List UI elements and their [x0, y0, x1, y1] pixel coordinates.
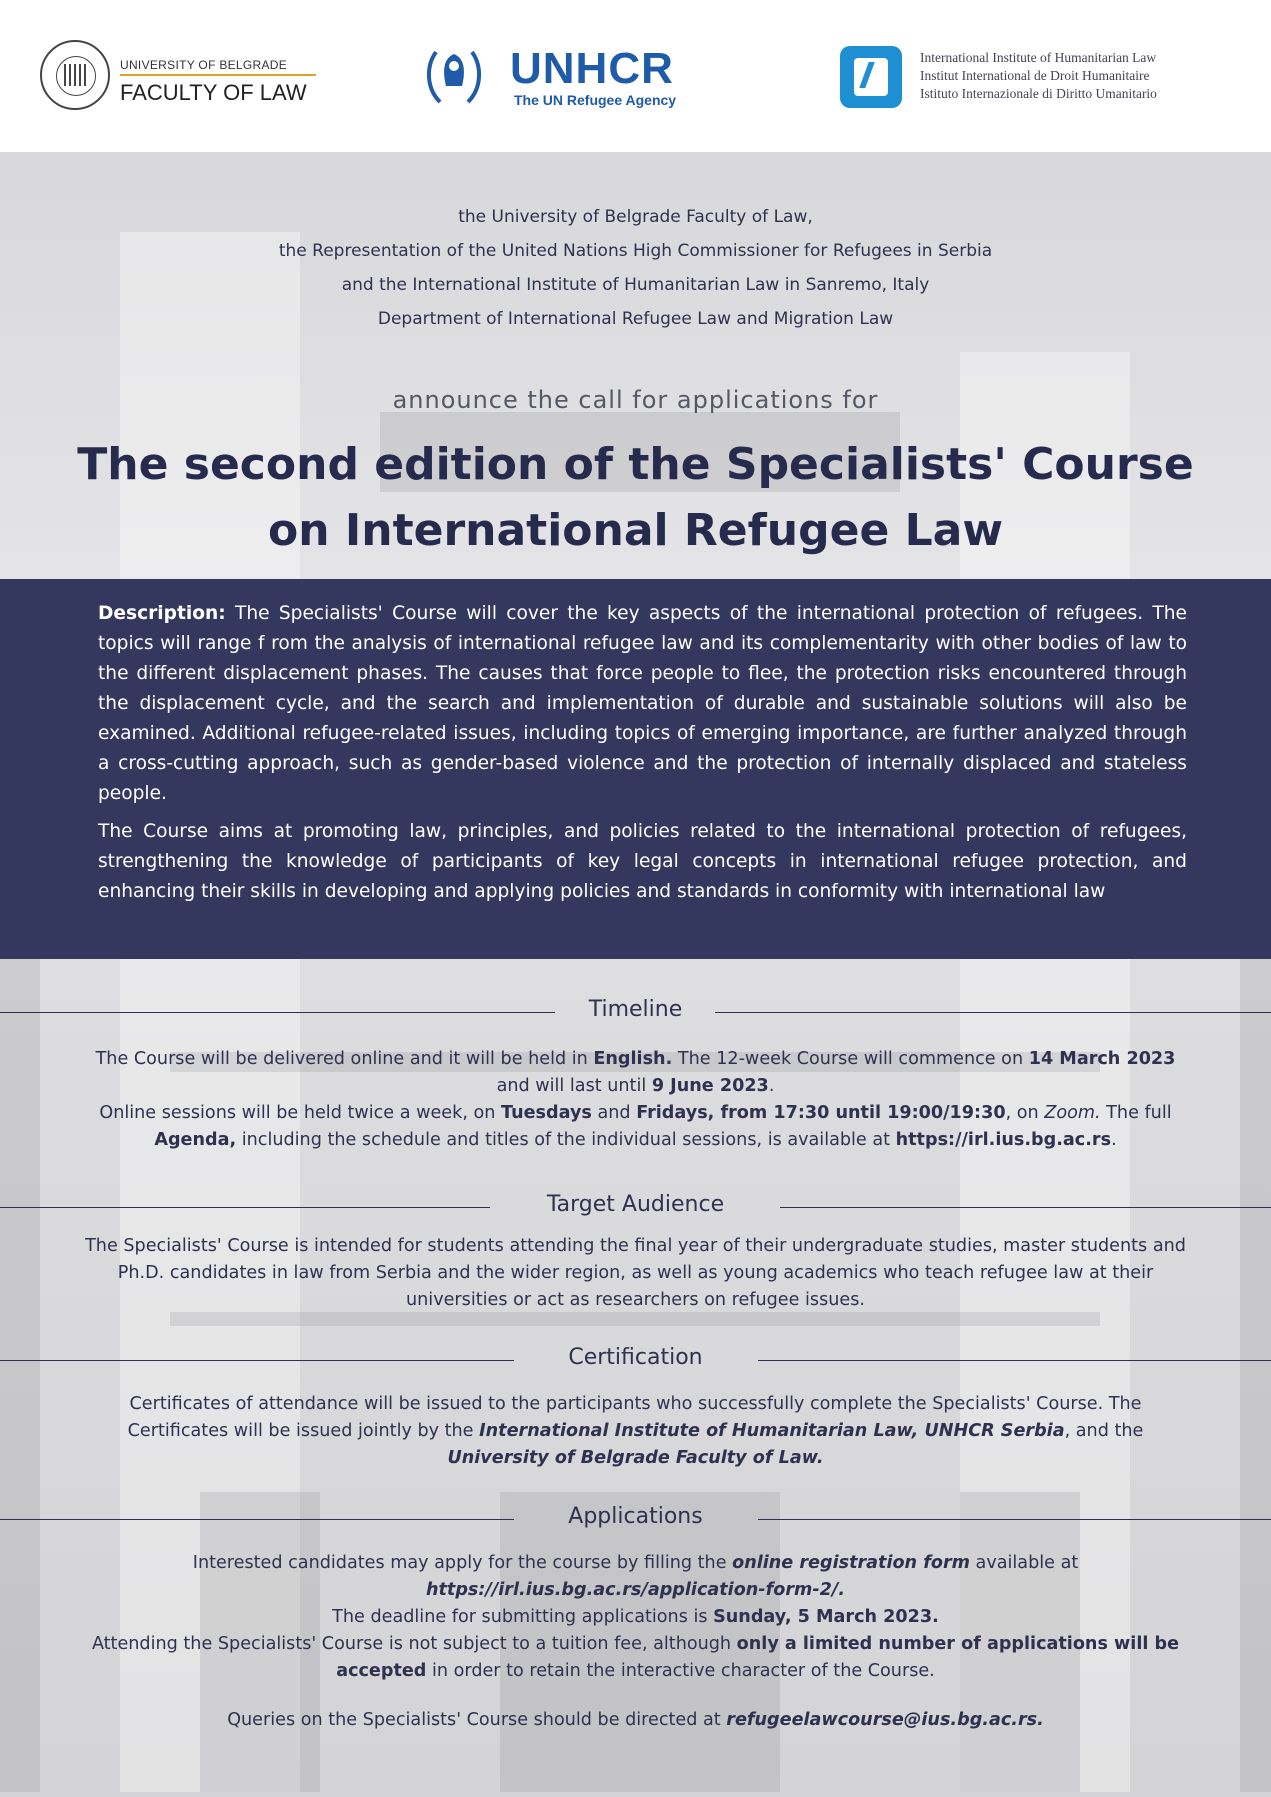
contact-email-link[interactable]: refugeelawcourse@ius.bg.ac.rs.: [726, 1710, 1044, 1730]
header: [0, 0, 1271, 152]
registration-form-link[interactable]: online registration form: [732, 1553, 970, 1573]
timeline-paragraph-2: Online sessions will be held twice a week, on Tuesdays and Fridays, from 17:30 until 19:00/19:30, on Zoom. The full Agenda, including the schedule and titles of the individual sessions, is available at https://irl.ius.bg.ac.rs.: [99, 1103, 1172, 1150]
certification-body: [80, 1391, 1191, 1472]
applications-paragraph-4: Queries on the Specialists' Course should be directed at refugeelawcourse@ius.bg.ac.rs.: [227, 1710, 1044, 1730]
audience-heading: [0, 1192, 1271, 1222]
unhcr-logo: [424, 44, 704, 114]
applications-heading: [0, 1504, 1271, 1534]
timeline-paragraph-1: The Course will be delivered online and it will be held in English. The 12-week Course will commence on 14 March 2023 and will last until 9 June 2023.: [95, 1049, 1176, 1096]
university-seal-icon: [40, 40, 110, 110]
audience-paragraph: The Specialists' Course is intended for students attending the final year of their undergraduate studies, master students and Ph.D. candidates in law from Serbia and the wider region, as well as young academics who teach refugee law at their universities or act as researchers on refugee issues.: [85, 1236, 1186, 1310]
fol-divider: [120, 74, 316, 76]
agenda-link[interactable]: https://irl.ius.bg.ac.rs: [895, 1130, 1112, 1150]
organizer-line: the University of Belgrade Faculty of Law,: [458, 207, 813, 227]
page-title: [0, 432, 1271, 564]
timeline-body: [80, 1046, 1191, 1154]
iihl-name-it: Istituto Internazionale di Diritto Umanitario: [920, 86, 1157, 101]
fol-line2: FACULTY OF LAW: [120, 80, 307, 105]
iihl-name-en: International Institute of Humanitarian Law: [920, 50, 1157, 65]
fol-line1: UNIVERSITY OF BELGRADE: [120, 58, 288, 72]
description-paragraph-1: [98, 599, 1187, 809]
certification-heading-text: Certification: [568, 1345, 703, 1370]
description-text-1: The Specialists' Course will cover the key aspects of the international protection of refugees. The topics will range f rom the analysis of international refugee law and its complementarity with other bodies of law to the different displacement phases. The causes that force people to flee, the protection risks encountered through the displacement cycle, and the search and implementation of durable and sustainable solutions will also be examined. Additional refugee-related issues, including topics of emerging importance, are further analyzed through a cross-cutting approach, such as gender-based violence and the protection of internally displaced and stateless people.: [98, 603, 1187, 804]
certification-heading: [0, 1345, 1271, 1375]
applications-paragraph-1: Interested candidates may apply for the course by filling the online registration form available at https://irl.ius.bg.ac.rs/application-form-2/.: [192, 1553, 1079, 1600]
organizer-line: Department of International Refugee Law and Migration Law: [377, 309, 894, 329]
intro-organizers: [0, 200, 1271, 336]
timeline-heading: [0, 997, 1271, 1027]
applications-paragraph-3: Attending the Specialists' Course is not subject to a tuition fee, although only a limited number of applications will be accepted in order to retain the interactive character of the Course.: [91, 1634, 1180, 1681]
title-line2: on International Refugee Law: [268, 505, 1003, 556]
timeline-heading-text: Timeline: [588, 997, 683, 1022]
description-paragraph-2: The Course aims at promoting law, principles, and policies related to the international protection of refugees, strengthening the knowledge of participants of key legal concepts in international refugee protection, and enhancing their skills in developing and applying policies and standards in conformity with international law: [98, 821, 1187, 902]
certification-paragraph: Certificates of attendance will be issued to the participants who successfully complete the Specialists' Course. The Certificates will be issued jointly by the International Institute of Humanitarian Law, UNHCR Serbia, and the University of Belgrade Faculty of Law.: [127, 1394, 1144, 1468]
title-line1: The second edition of the Specialists' Course: [77, 439, 1194, 490]
audience-heading-text: Target Audience: [546, 1192, 725, 1217]
iihl-name-fr: Institut International de Droit Humanitaire: [920, 68, 1150, 83]
organizer-line: the Representation of the United Nations High Commissioner for Refugees in Serbia: [278, 241, 993, 261]
applications-heading-text: Applications: [568, 1504, 703, 1529]
applications-body: [80, 1550, 1191, 1734]
faculty-of-law-logo: [40, 40, 320, 110]
announce-text: announce the call for applications for: [392, 386, 879, 414]
description-panel: [0, 579, 1271, 959]
unhcr-wordmark: UNHCR: [510, 44, 674, 93]
unhcr-laurel-icon: [424, 44, 484, 108]
unhcr-tagline: The UN Refugee Agency: [514, 92, 677, 108]
audience-body: [80, 1233, 1191, 1314]
organizer-line: and the International Institute of Humanitarian Law in Sanremo, Italy: [341, 275, 930, 295]
description-label: Description:: [98, 603, 226, 624]
application-form-url[interactable]: https://irl.ius.bg.ac.rs/application-form-2/.: [425, 1580, 846, 1600]
iihl-emblem-icon: [840, 46, 902, 108]
iihl-logo: [840, 44, 1240, 114]
applications-paragraph-2: The deadline for submitting applications is Sunday, 5 March 2023.: [332, 1607, 939, 1627]
